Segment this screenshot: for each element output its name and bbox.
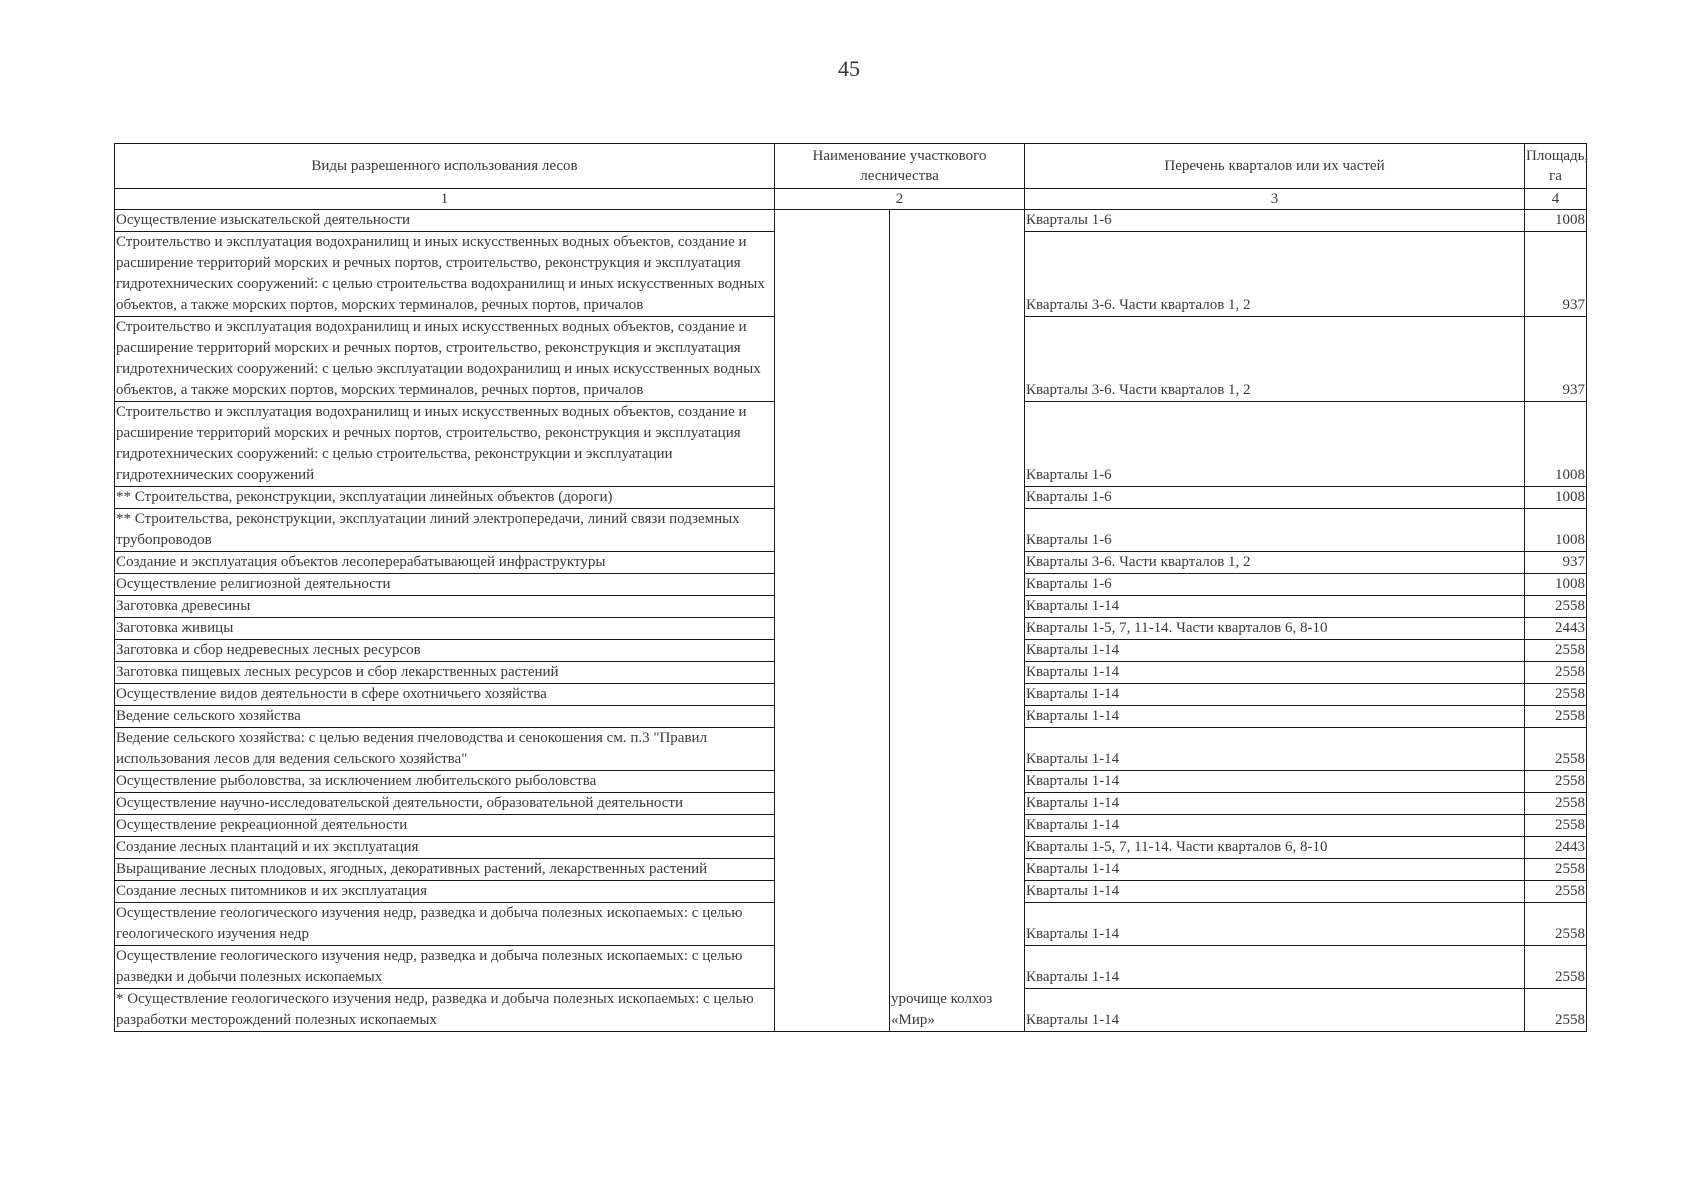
area-cell: 2558 xyxy=(1525,662,1587,684)
area-cell: 2558 xyxy=(1525,881,1587,903)
area-cell: 937 xyxy=(1525,317,1587,402)
quarters-cell: Кварталы 1-5, 7, 11-14. Части кварталов 6, 8-10 xyxy=(1025,618,1525,640)
quarters-cell: Кварталы 3-6. Части кварталов 1, 2 xyxy=(1025,552,1525,574)
quarters-cell: Кварталы 1-6 xyxy=(1025,574,1525,596)
use-type-cell: Заготовка и сбор недревесных лесных ресурсов xyxy=(115,640,775,662)
use-type-cell: Создание лесных плантаций и их эксплуатация xyxy=(115,837,775,859)
column-number: 1 xyxy=(115,189,775,210)
area-cell: 2558 xyxy=(1525,989,1587,1032)
use-type-cell: Осуществление религиозной деятельности xyxy=(115,574,775,596)
use-type-cell: * Осуществление геологического изучения недр, разведка и добыча полезных ископаемых: с целью разработки месторождений полезных ископаемых xyxy=(115,989,775,1032)
quarters-cell: Кварталы 1-6 xyxy=(1025,509,1525,552)
use-type-cell: Осуществление научно-исследовательской деятельности, образовательной деятельности xyxy=(115,793,775,815)
forestry-blank-cell xyxy=(775,210,890,1032)
forestry-name: урочище колхоз «Мир» xyxy=(891,991,993,1028)
use-type-cell: Осуществление видов деятельности в сфере охотничьего хозяйства xyxy=(115,684,775,706)
column-number-row xyxy=(115,189,1587,210)
use-type-cell: Выращивание лесных плодовых, ягодных, декоративных растений, лекарственных растений xyxy=(115,859,775,881)
use-type-cell: Заготовка древесины xyxy=(115,596,775,618)
column-number: 3 xyxy=(1025,189,1525,210)
use-type-cell: Строительство и эксплуатация водохранилищ и иных искусственных водных объектов, создание и расширение территорий морских и речных портов, строительство, реконструкция и эксплуатация гидротехнических сооружений: с целью строительства, реконструкции и эксплуатации гидротехнических сооружений xyxy=(115,402,775,487)
area-cell: 1008 xyxy=(1525,574,1587,596)
area-cell: 2558 xyxy=(1525,771,1587,793)
quarters-cell: Кварталы 1-6 xyxy=(1025,487,1525,509)
use-type-cell: Создание и эксплуатация объектов лесоперерабатывающей инфраструктуры xyxy=(115,552,775,574)
quarters-cell: Кварталы 1-14 xyxy=(1025,728,1525,771)
quarters-cell: Кварталы 1-14 xyxy=(1025,662,1525,684)
area-cell: 2558 xyxy=(1525,903,1587,946)
quarters-cell: Кварталы 3-6. Части кварталов 1, 2 xyxy=(1025,232,1525,317)
table-body xyxy=(115,210,1587,1032)
quarters-cell: Кварталы 1-14 xyxy=(1025,903,1525,946)
area-cell: 937 xyxy=(1525,232,1587,317)
area-cell: 2558 xyxy=(1525,640,1587,662)
quarters-cell: Кварталы 1-14 xyxy=(1025,706,1525,728)
use-type-cell: Осуществление геологического изучения недр, разведка и добыча полезных ископаемых: с целью разведки и добычи полезных ископаемых xyxy=(115,946,775,989)
quarters-cell: Кварталы 1-14 xyxy=(1025,684,1525,706)
use-type-cell: Строительство и эксплуатация водохранилищ и иных искусственных водных объектов, создание и расширение территорий морских и речных портов, строительство, реконструкция и эксплуатация гидротехнических сооружений: с целью эксплуатации водохранилищ и иных искусственных водных объектов, а также морских портов, морских терминалов, речных портов, причалов xyxy=(115,317,775,402)
quarters-cell: Кварталы 1-14 xyxy=(1025,771,1525,793)
quarters-cell: Кварталы 1-5, 7, 11-14. Части кварталов 6, 8-10 xyxy=(1025,837,1525,859)
area-cell: 2558 xyxy=(1525,728,1587,771)
quarters-cell: Кварталы 1-14 xyxy=(1025,815,1525,837)
use-type-cell: Осуществление изыскательской деятельности xyxy=(115,210,775,232)
forestry-name-cell xyxy=(890,210,1025,1032)
use-type-cell: ** Строительства, реконструкции, эксплуатации линейных объектов (дороги) xyxy=(115,487,775,509)
quarters-cell: Кварталы 1-14 xyxy=(1025,640,1525,662)
quarters-cell: Кварталы 1-14 xyxy=(1025,793,1525,815)
use-type-cell: Осуществление рыболовства, за исключением любительского рыболовства xyxy=(115,771,775,793)
area-cell: 2558 xyxy=(1525,859,1587,881)
quarters-cell: Кварталы 1-14 xyxy=(1025,989,1525,1032)
use-type-cell: Осуществление рекреационной деятельности xyxy=(115,815,775,837)
quarters-cell: Кварталы 3-6. Части кварталов 1, 2 xyxy=(1025,317,1525,402)
use-type-cell: Заготовка живицы xyxy=(115,618,775,640)
use-type-cell: Ведение сельского хозяйства xyxy=(115,706,775,728)
forest-use-table xyxy=(114,143,1587,1032)
table-header-row xyxy=(115,144,1587,189)
quarters-cell: Кварталы 1-14 xyxy=(1025,596,1525,618)
header-quarters: Перечень кварталов или их частей xyxy=(1025,144,1525,189)
use-type-cell: ** Строительства, реконструкции, эксплуатации линий электропередачи, линий связи подземных трубопроводов xyxy=(115,509,775,552)
use-type-cell: Строительство и эксплуатация водохранилищ и иных искусственных водных объектов, создание и расширение территорий морских и речных портов, строительство, реконструкция и эксплуатация гидротехнических сооружений: с целью строительства водохранилищ и иных искусственных водных объектов, а также морских портов, морских терминалов, речных портов, причалов xyxy=(115,232,775,317)
area-cell: 1008 xyxy=(1525,210,1587,232)
use-type-cell: Ведение сельского хозяйства: с целью ведения пчеловодства и сенокошения см. п.3 "Правил использования лесов для ведения сельского хозяйства" xyxy=(115,728,775,771)
area-cell: 2558 xyxy=(1525,596,1587,618)
area-cell: 2443 xyxy=(1525,618,1587,640)
quarters-cell: Кварталы 1-6 xyxy=(1025,210,1525,232)
quarters-cell: Кварталы 1-14 xyxy=(1025,859,1525,881)
area-cell: 2558 xyxy=(1525,815,1587,837)
area-cell: 937 xyxy=(1525,552,1587,574)
area-cell: 1008 xyxy=(1525,402,1587,487)
page-number: 45 xyxy=(838,56,860,81)
area-cell: 2443 xyxy=(1525,837,1587,859)
area-cell: 2558 xyxy=(1525,793,1587,815)
area-cell: 1008 xyxy=(1525,509,1587,552)
area-cell: 2558 xyxy=(1525,684,1587,706)
use-type-cell: Осуществление геологического изучения недр, разведка и добыча полезных ископаемых: с целью геологического изучения недр xyxy=(115,903,775,946)
quarters-cell: Кварталы 1-6 xyxy=(1025,402,1525,487)
column-number: 2 xyxy=(775,189,1025,210)
use-type-cell: Создание лесных питомников и их эксплуатация xyxy=(115,881,775,903)
table-row xyxy=(115,210,1587,232)
header-area: Площадь, га xyxy=(1525,144,1587,189)
header-forestry-name: Наименование участкового лесничества xyxy=(775,144,1025,189)
quarters-cell: Кварталы 1-14 xyxy=(1025,946,1525,989)
area-cell: 1008 xyxy=(1525,487,1587,509)
use-type-cell: Заготовка пищевых лесных ресурсов и сбор лекарственных растений xyxy=(115,662,775,684)
column-number: 4 xyxy=(1525,189,1587,210)
area-cell: 2558 xyxy=(1525,706,1587,728)
header-use-types: Виды разрешенного использования лесов xyxy=(115,144,775,189)
area-cell: 2558 xyxy=(1525,946,1587,989)
quarters-cell: Кварталы 1-14 xyxy=(1025,881,1525,903)
